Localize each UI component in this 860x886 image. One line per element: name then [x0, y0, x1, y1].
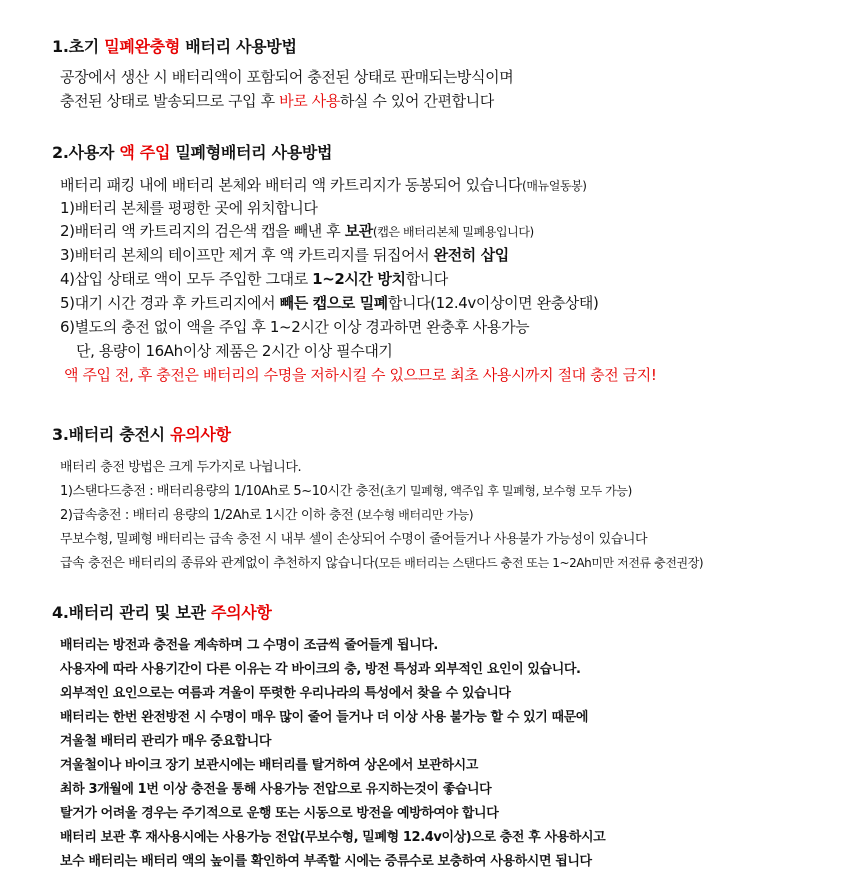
section-4-title: 4.배터리 관리 및 보관 주의사항 [52, 603, 272, 622]
list-item: 배터리는 한번 완전방전 시 수명이 매우 많이 줄어 들거나 더 이상 사용 불가능 할 수 있기 때문에 [60, 710, 589, 725]
title-highlight: 밀폐완충형 [104, 37, 180, 56]
step-4: 4)삽입 상태로 액이 모두 주입한 그대로 1~2시간 방치합니다 [60, 270, 448, 288]
step-6: 6)별도의 충전 없이 액을 주입 후 1~2시간 이상 경과하면 완충후 사용가능 [60, 318, 530, 336]
body-line: 배터리 충전 방법은 크게 두가지로 나뉩니다. [60, 460, 302, 475]
body-line: 1)스탠다드충전 : 배터리용량의 1/10Ah로 5~10시간 충전(초기 밀폐형, 액주입 후 밀폐형, 보수형 모두 가능) [60, 484, 632, 499]
body-line: 배터리 패킹 내에 배터리 본체와 배터리 액 카트리지가 동봉되어 있습니다(매뉴얼동봉) [60, 176, 587, 194]
list-item: 배터리는 방전과 충전을 계속하며 그 수명이 조금씩 줄어들게 됩니다. [60, 638, 438, 653]
list-item: 보수 배터리는 배터리 액의 높이를 확인하여 부족할 시에는 증류수로 보충하여 사용하시면 됩니다 [60, 854, 592, 869]
list-item: 겨울철 배터리 관리가 매우 중요합니다 [60, 734, 272, 749]
body-line: 무보수형, 밀폐형 배터리는 급속 충전 시 내부 셀이 손상되어 수명이 줄어들거나 사용불가 가능성이 있습니다 [60, 532, 648, 547]
title-highlight: 유의사항 [170, 425, 231, 444]
highlight-text: 바로 사용 [279, 92, 340, 110]
step-5: 5)대기 시간 경과 후 카트리지에서 빼든 캡으로 밀폐합니다(12.4v이상이면 완충상태) [60, 294, 599, 312]
section-1-title [52, 34, 297, 57]
list-item: 최하 3개월에 1번 이상 충전을 통해 사용가능 전압으로 유지하는것이 좋습니다 [60, 782, 492, 797]
list-item: 탈거가 어려울 경우는 주기적으로 운행 또는 시동으로 방전을 예방하여야 합니다 [60, 806, 499, 821]
title-text: 배터리 사용방법 [179, 37, 297, 56]
body-line: 급속 충전은 배터리의 종류와 관계없이 추천하지 않습니다(모든 배터리는 스탠다드 충전 또는 1~2Ah미만 저전류 충전권장) [60, 556, 704, 571]
title-text: 1.초기 [52, 37, 105, 56]
body-line: 충전된 상태로 발송되므로 구입 후 바로 사용하실 수 있어 간편합니다 [60, 92, 494, 110]
step-1: 1)배터리 본체를 평평한 곳에 위치합니다 [60, 199, 318, 217]
body-line: 공장에서 생산 시 배터리액이 포함되어 충전된 상태로 판매되는방식이며 [60, 68, 514, 86]
list-item: 배터리 보관 후 재사용시에는 사용가능 전압(무보수형, 밀폐형 12.4v이상)으로 충전 후 사용하시고 [60, 830, 606, 845]
section-3-title: 3.배터리 충전시 유의사항 [52, 425, 231, 444]
step-6-note: 단, 용량이 16Ah이상 제품은 2시간 이상 필수대기 [76, 342, 393, 360]
step-3: 3)배터리 본체의 테이프만 제거 후 액 카트리지를 뒤집어서 완전히 삽입 [60, 246, 509, 264]
step-2: 2)배터리 액 카트리지의 검은색 캡을 빼낸 후 보관(캡은 배터리본체 밀폐용입니다) [60, 222, 534, 240]
title-highlight: 주의사항 [210, 603, 272, 622]
warning-text: 액 주입 전, 후 충전은 배터리의 수명을 저하시킬 수 있으므로 최초 사용시까지 절대 충전 금지! [64, 366, 657, 384]
title-highlight: 액 주입 [119, 143, 171, 162]
body-line: 2)급속충전 : 배터리 용량의 1/2Ah로 1시간 이하 충전 (보수형 배터리만 가능) [60, 508, 474, 523]
list-item: 외부적인 요인으로는 여름과 겨울이 뚜렷한 우리나라의 특성에서 찾을 수 있습니다 [60, 686, 511, 701]
section-2-title: 2.사용자 액 주입 밀폐형배터리 사용방법 [52, 143, 333, 162]
list-item: 겨울철이나 바이크 장기 보관시에는 배터리를 탈거하여 상온에서 보관하시고 [60, 758, 478, 773]
list-item: 사용자에 따라 사용기간이 다른 이유는 각 바이크의 충, 방전 특성과 외부적인 요인이 있습니다. [60, 662, 581, 677]
